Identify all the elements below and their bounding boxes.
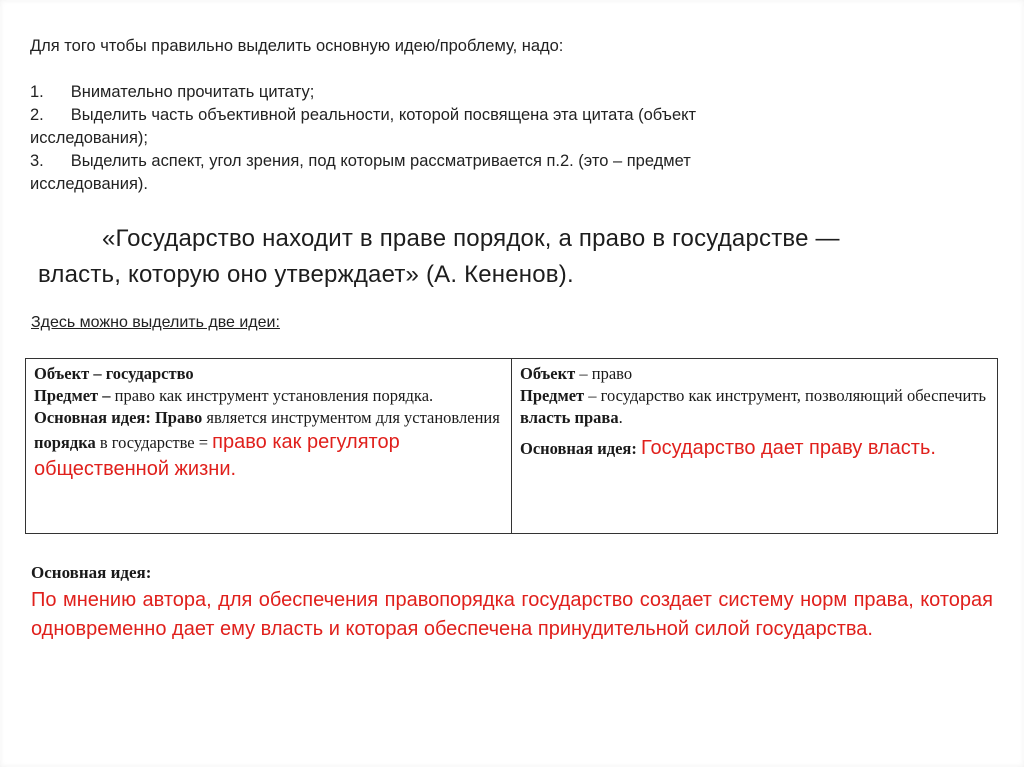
object-text: – право (575, 364, 633, 383)
subject-text: право как инструмент установления порядка. (110, 386, 434, 405)
ideas-table (25, 358, 998, 534)
subject-bold: власть права (520, 408, 619, 427)
idea-highlight: право как регулятор общественной жизни. (34, 431, 400, 480)
idea-cell-law (512, 359, 998, 534)
idea-label: Основная идея: (520, 439, 637, 458)
step-text-wrap (30, 103, 835, 149)
steps-list (30, 80, 835, 195)
subject-text: – государство как инструмент, позволяющий обеспечить (584, 386, 987, 405)
quotation-line-2: власть, которую оно утверждает» (А. Кененов). (38, 261, 574, 288)
idea-bold-1: Право (154, 408, 203, 427)
conclusion (31, 561, 993, 644)
step-number: 3. (30, 151, 44, 170)
idea-line (34, 407, 503, 483)
idea-highlight: Государство дает праву власть. (640, 437, 936, 459)
idea-bold-2: порядка (34, 433, 96, 452)
table-row (26, 359, 998, 534)
idea-text-2: в государстве = (95, 433, 213, 452)
step-text: Выделить аспект, угол зрения, под которым рассматривается п.2. (это – предмет (70, 151, 691, 170)
step-text-continued: исследования); (30, 128, 148, 147)
step-number: 1. (30, 82, 44, 101)
instructions (30, 34, 835, 195)
step-number: 2. (30, 105, 44, 124)
idea-text-1: является инструментом для установления (202, 408, 500, 427)
instructions-heading: Для того чтобы правильно выделить основную идею/проблему, надо: (30, 36, 564, 55)
subject-line (34, 385, 503, 407)
two-ideas-subheading: Здесь можно выделить две идеи: (31, 314, 280, 331)
conclusion-label: Основная идея: (31, 563, 152, 582)
idea-line (520, 435, 989, 462)
quotation-line-1: «Государство находит в праве порядок, а право в государстве — (102, 225, 840, 252)
object-line (520, 363, 989, 385)
subject-label: Предмет – (34, 386, 111, 405)
idea-label: Основная идея: (34, 408, 151, 427)
subject-line (520, 385, 989, 429)
step-item (30, 103, 835, 149)
step-text-continued: исследования). (30, 174, 148, 193)
quotation (38, 221, 938, 293)
object-label: Объект – государство (34, 364, 194, 383)
subject-label: Предмет (520, 386, 585, 405)
step-text: Выделить часть объективной реальности, которой посвящена эта цитата (объект (70, 105, 697, 124)
idea-cell-state (26, 359, 512, 534)
step-item (30, 149, 835, 195)
object-label: Объект (520, 364, 576, 383)
step-text-wrap (30, 149, 835, 195)
conclusion-body: По мнению автора, для обеспечения правопорядка государство создает систему норм права, которая одновременно дает ему власть и которая обеспечена принудительной силой государства. (31, 589, 993, 640)
step-text: Внимательно прочитать цитату; (70, 82, 315, 101)
subject-end: . (618, 408, 623, 427)
step-item (30, 80, 835, 103)
